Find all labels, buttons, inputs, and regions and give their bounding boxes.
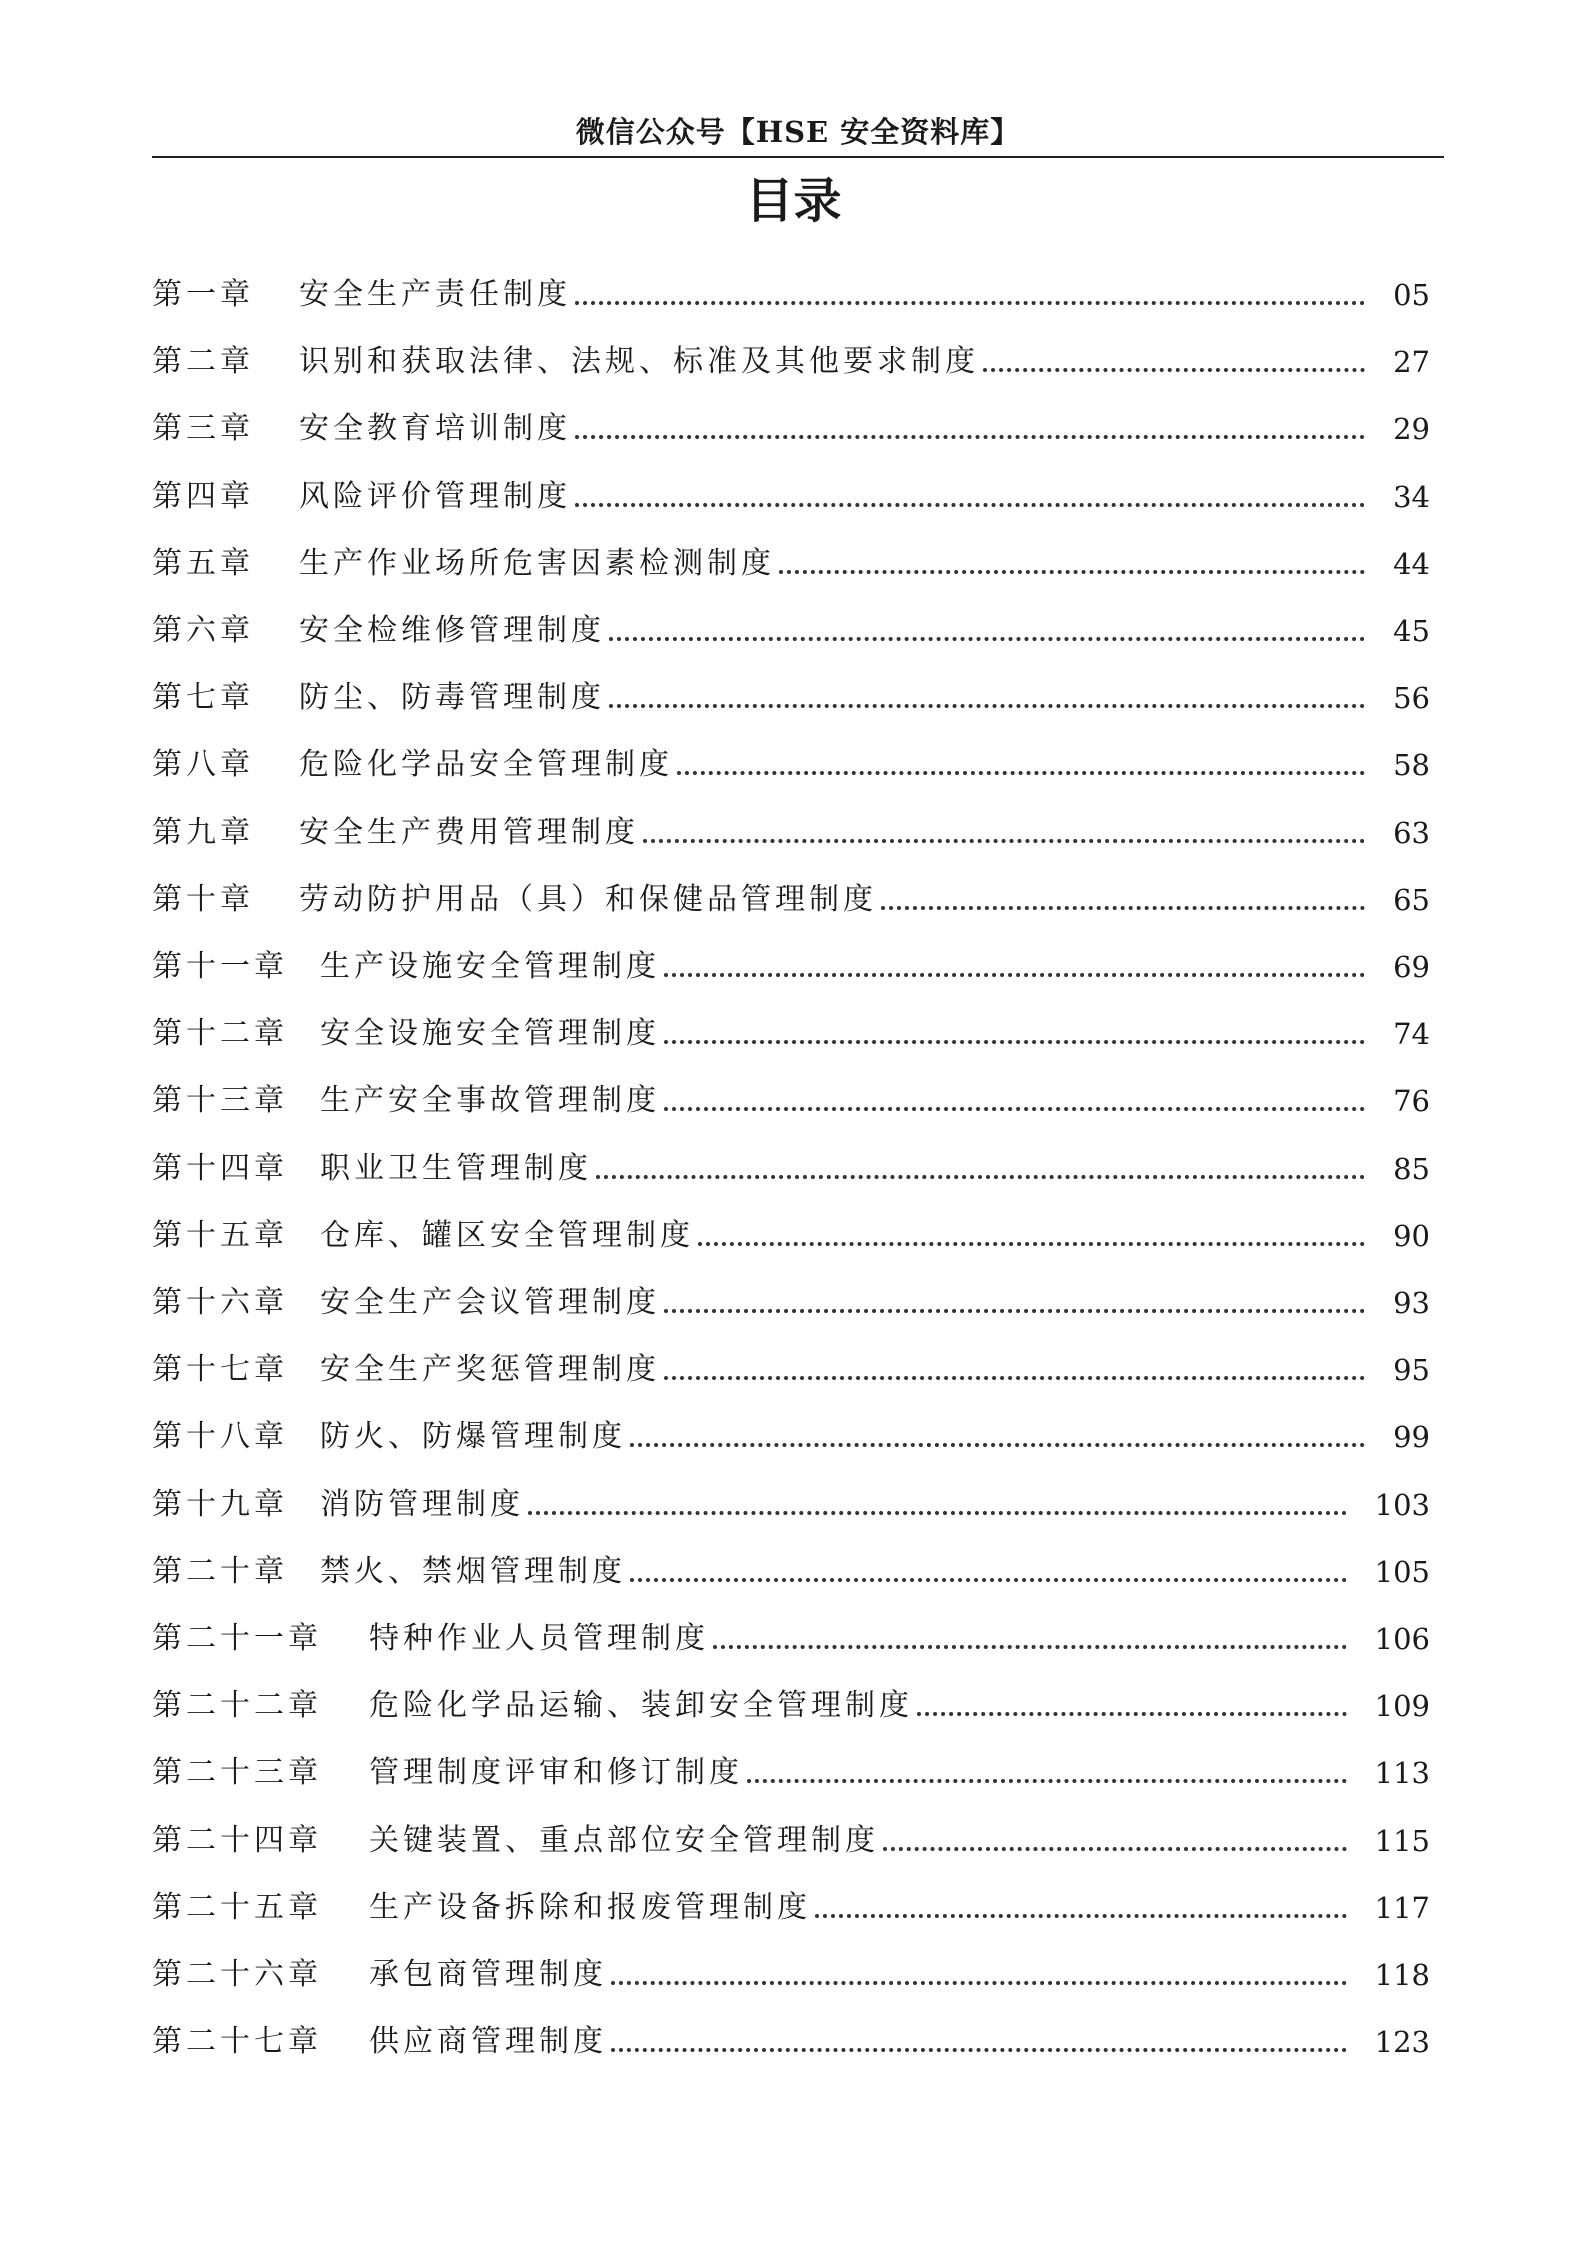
toc-dot-leader xyxy=(698,1242,1365,1246)
toc-chapter-label: 第七章 xyxy=(152,680,254,716)
toc-dot-leader xyxy=(664,1107,1365,1111)
toc-dot-leader xyxy=(664,1040,1365,1044)
toc-entry-title: 禁火、禁烟管理制度 xyxy=(320,1553,626,1589)
toc-entry xyxy=(152,472,1430,522)
toc-chapter-label: 第十七章 xyxy=(152,1352,288,1388)
toc-entry-title: 生产设备拆除和报废管理制度 xyxy=(369,1889,811,1925)
toc-dot-leader xyxy=(575,301,1365,305)
toc-dot-leader xyxy=(611,2048,1347,2052)
toc-entry xyxy=(152,1211,1430,1261)
toc-entry-title: 安全检维修管理制度 xyxy=(299,613,605,648)
toc-entry xyxy=(152,1614,1430,1664)
toc-entry xyxy=(152,1816,1430,1866)
toc-entry-title: 关键装置、重点部位安全管理制度 xyxy=(369,1822,879,1858)
toc-page-number: 103 xyxy=(1374,1487,1430,1522)
toc-dot-leader xyxy=(596,1175,1365,1179)
toc-dot-leader xyxy=(677,771,1365,775)
toc-page-number: 74 xyxy=(1393,1017,1430,1052)
toc-entry-title: 安全教育培训制度 xyxy=(299,411,571,447)
toc-chapter-label: 第十章 xyxy=(152,881,254,917)
toc-dot-leader xyxy=(664,1376,1365,1380)
toc-entry xyxy=(152,1144,1430,1194)
toc-chapter-label: 第十二章 xyxy=(152,1016,288,1052)
toc-entry xyxy=(152,1748,1430,1798)
toc-entry xyxy=(152,875,1430,925)
toc-dot-leader xyxy=(713,1645,1347,1649)
toc-entry xyxy=(152,606,1430,656)
toc-dot-leader xyxy=(643,839,1365,843)
toc-chapter-label: 第二十一章 xyxy=(152,1621,322,1656)
toc-dot-leader xyxy=(664,1309,1365,1313)
toc-entry-title: 危险化学品安全管理制度 xyxy=(299,747,673,783)
toc-page-number: 118 xyxy=(1374,1958,1430,1992)
toc-entry xyxy=(152,1883,1430,1933)
toc-chapter-label: 第八章 xyxy=(152,747,254,783)
toc-chapter-label: 第三章 xyxy=(152,411,254,447)
toc-chapter-label: 第十四章 xyxy=(152,1150,288,1186)
header-text: 微信公众号【HSE 安全资料库】 xyxy=(575,115,1021,149)
toc-entry-title: 识别和获取法律、法规、标准及其他要求制度 xyxy=(299,344,979,380)
toc-entry xyxy=(152,808,1430,858)
page-title: 目录 xyxy=(745,173,842,229)
toc-entry-title: 承包商管理制度 xyxy=(369,1957,607,1992)
toc-entry-title: 生产安全事故管理制度 xyxy=(320,1083,660,1119)
toc-entry-title: 安全生产费用管理制度 xyxy=(299,814,639,850)
toc-entry-title: 防火、防爆管理制度 xyxy=(320,1419,626,1455)
toc-page-number: 29 xyxy=(1393,412,1430,447)
toc-page-number: 69 xyxy=(1393,950,1430,984)
toc-entry-title: 安全生产责任制度 xyxy=(299,277,571,312)
toc-chapter-label: 第十三章 xyxy=(152,1083,288,1119)
toc-dot-leader xyxy=(883,1847,1347,1851)
toc-page-number: 115 xyxy=(1374,1823,1430,1858)
toc-page-number: 106 xyxy=(1374,1622,1430,1656)
toc-entry-title: 特种作业人员管理制度 xyxy=(369,1621,709,1656)
toc-page-number: 65 xyxy=(1393,882,1430,917)
toc-entry xyxy=(152,1009,1430,1059)
toc-entry xyxy=(152,1412,1430,1462)
toc-page-number: 58 xyxy=(1393,748,1430,783)
toc-entry-title: 职业卫生管理制度 xyxy=(320,1150,592,1186)
toc-entry xyxy=(152,1547,1430,1597)
toc-page-number: 113 xyxy=(1374,1756,1430,1791)
toc-entry xyxy=(152,337,1430,387)
toc-entry xyxy=(152,2017,1430,2067)
toc-chapter-label: 第二十五章 xyxy=(152,1889,322,1925)
toc-entry-title: 安全设施安全管理制度 xyxy=(320,1016,660,1052)
toc-chapter-label: 第十五章 xyxy=(152,1217,288,1253)
toc-page-number: 109 xyxy=(1374,1689,1430,1724)
toc-page-number: 34 xyxy=(1393,479,1430,514)
toc-chapter-label: 第二十四章 xyxy=(152,1822,322,1858)
toc-chapter-label: 第十九章 xyxy=(152,1486,288,1522)
toc-page-number: 85 xyxy=(1393,1151,1430,1186)
toc-page-number: 76 xyxy=(1393,1084,1430,1119)
toc-entry-title: 消防管理制度 xyxy=(320,1486,524,1522)
toc-chapter-label: 第九章 xyxy=(152,814,254,850)
toc-page-number: 99 xyxy=(1393,1420,1430,1455)
toc-dot-leader xyxy=(664,973,1365,977)
toc-entry-title: 劳动防护用品（具）和保健品管理制度 xyxy=(299,881,877,917)
toc-entry-title: 仓库、罐区安全管理制度 xyxy=(320,1217,694,1253)
toc-entry xyxy=(152,1950,1430,2000)
toc-chapter-label: 第十六章 xyxy=(152,1285,288,1320)
toc-page-number: 105 xyxy=(1374,1554,1430,1589)
toc-entry xyxy=(152,1345,1430,1395)
toc-chapter-label: 第二十三章 xyxy=(152,1755,322,1791)
toc-entry-title: 危险化学品运输、装卸安全管理制度 xyxy=(369,1688,913,1724)
toc-entry-title: 安全生产奖惩管理制度 xyxy=(320,1352,660,1388)
toc-entry xyxy=(152,740,1430,790)
toc-chapter-label: 第二十七章 xyxy=(152,2024,322,2060)
toc-entry xyxy=(152,673,1430,723)
toc-dot-leader xyxy=(575,503,1365,507)
toc-entry xyxy=(152,539,1430,589)
toc-dot-leader xyxy=(611,1981,1347,1985)
toc-chapter-label: 第六章 xyxy=(152,613,254,648)
toc-entry xyxy=(152,1681,1430,1731)
toc-page-number: 117 xyxy=(1374,1890,1430,1925)
toc-chapter-label: 第十一章 xyxy=(152,949,288,984)
toc-entry xyxy=(152,1076,1430,1126)
toc-page-number: 05 xyxy=(1393,278,1430,312)
toc-chapter-label: 第四章 xyxy=(152,478,254,514)
toc-dot-leader xyxy=(881,906,1365,910)
toc-entry xyxy=(152,270,1430,320)
toc-page-number: 90 xyxy=(1393,1218,1430,1253)
toc-page-number: 56 xyxy=(1393,681,1430,716)
toc-chapter-label: 第二十二章 xyxy=(152,1688,322,1724)
toc-page-number: 44 xyxy=(1393,546,1430,581)
toc-dot-leader xyxy=(609,637,1365,641)
toc-entry xyxy=(152,942,1430,992)
toc-dot-leader xyxy=(983,368,1365,372)
toc-page-number: 63 xyxy=(1393,815,1430,850)
toc-chapter-label: 第二十六章 xyxy=(152,1957,322,1992)
toc-chapter-label: 第二章 xyxy=(152,344,254,380)
toc-dot-leader xyxy=(630,1578,1347,1582)
toc-entry-title: 防尘、防毒管理制度 xyxy=(299,680,605,716)
toc-entry-title: 生产作业场所危害因素检测制度 xyxy=(299,545,775,581)
toc-page-number: 123 xyxy=(1374,2025,1430,2060)
toc-chapter-label: 第一章 xyxy=(152,277,254,312)
toc-entry-title: 管理制度评审和修订制度 xyxy=(369,1755,743,1791)
toc-dot-leader xyxy=(779,570,1365,574)
toc-page-number: 93 xyxy=(1393,1286,1430,1320)
toc-chapter-label: 第五章 xyxy=(152,545,254,581)
toc-entry xyxy=(152,404,1430,454)
toc-page-number: 95 xyxy=(1393,1353,1430,1388)
toc-entry-title: 供应商管理制度 xyxy=(369,2024,607,2060)
toc-dot-leader xyxy=(630,1443,1365,1447)
toc-entry-title: 生产设施安全管理制度 xyxy=(320,949,660,984)
toc-chapter-label: 第二十章 xyxy=(152,1553,288,1589)
toc-dot-leader xyxy=(917,1712,1347,1716)
toc-entry xyxy=(152,1278,1430,1328)
toc-dot-leader xyxy=(815,1914,1347,1918)
toc-page-number: 27 xyxy=(1393,345,1430,380)
toc-dot-leader xyxy=(609,704,1365,708)
toc-dot-leader xyxy=(747,1779,1347,1783)
toc-entry-title: 风险评价管理制度 xyxy=(299,478,571,514)
toc-dot-leader xyxy=(575,435,1365,439)
toc-entry xyxy=(152,1480,1430,1530)
toc-chapter-label: 第十八章 xyxy=(152,1419,288,1455)
toc-dot-leader xyxy=(528,1511,1347,1515)
toc-entry-title: 安全生产会议管理制度 xyxy=(320,1285,660,1320)
toc-page-number: 45 xyxy=(1393,614,1430,648)
